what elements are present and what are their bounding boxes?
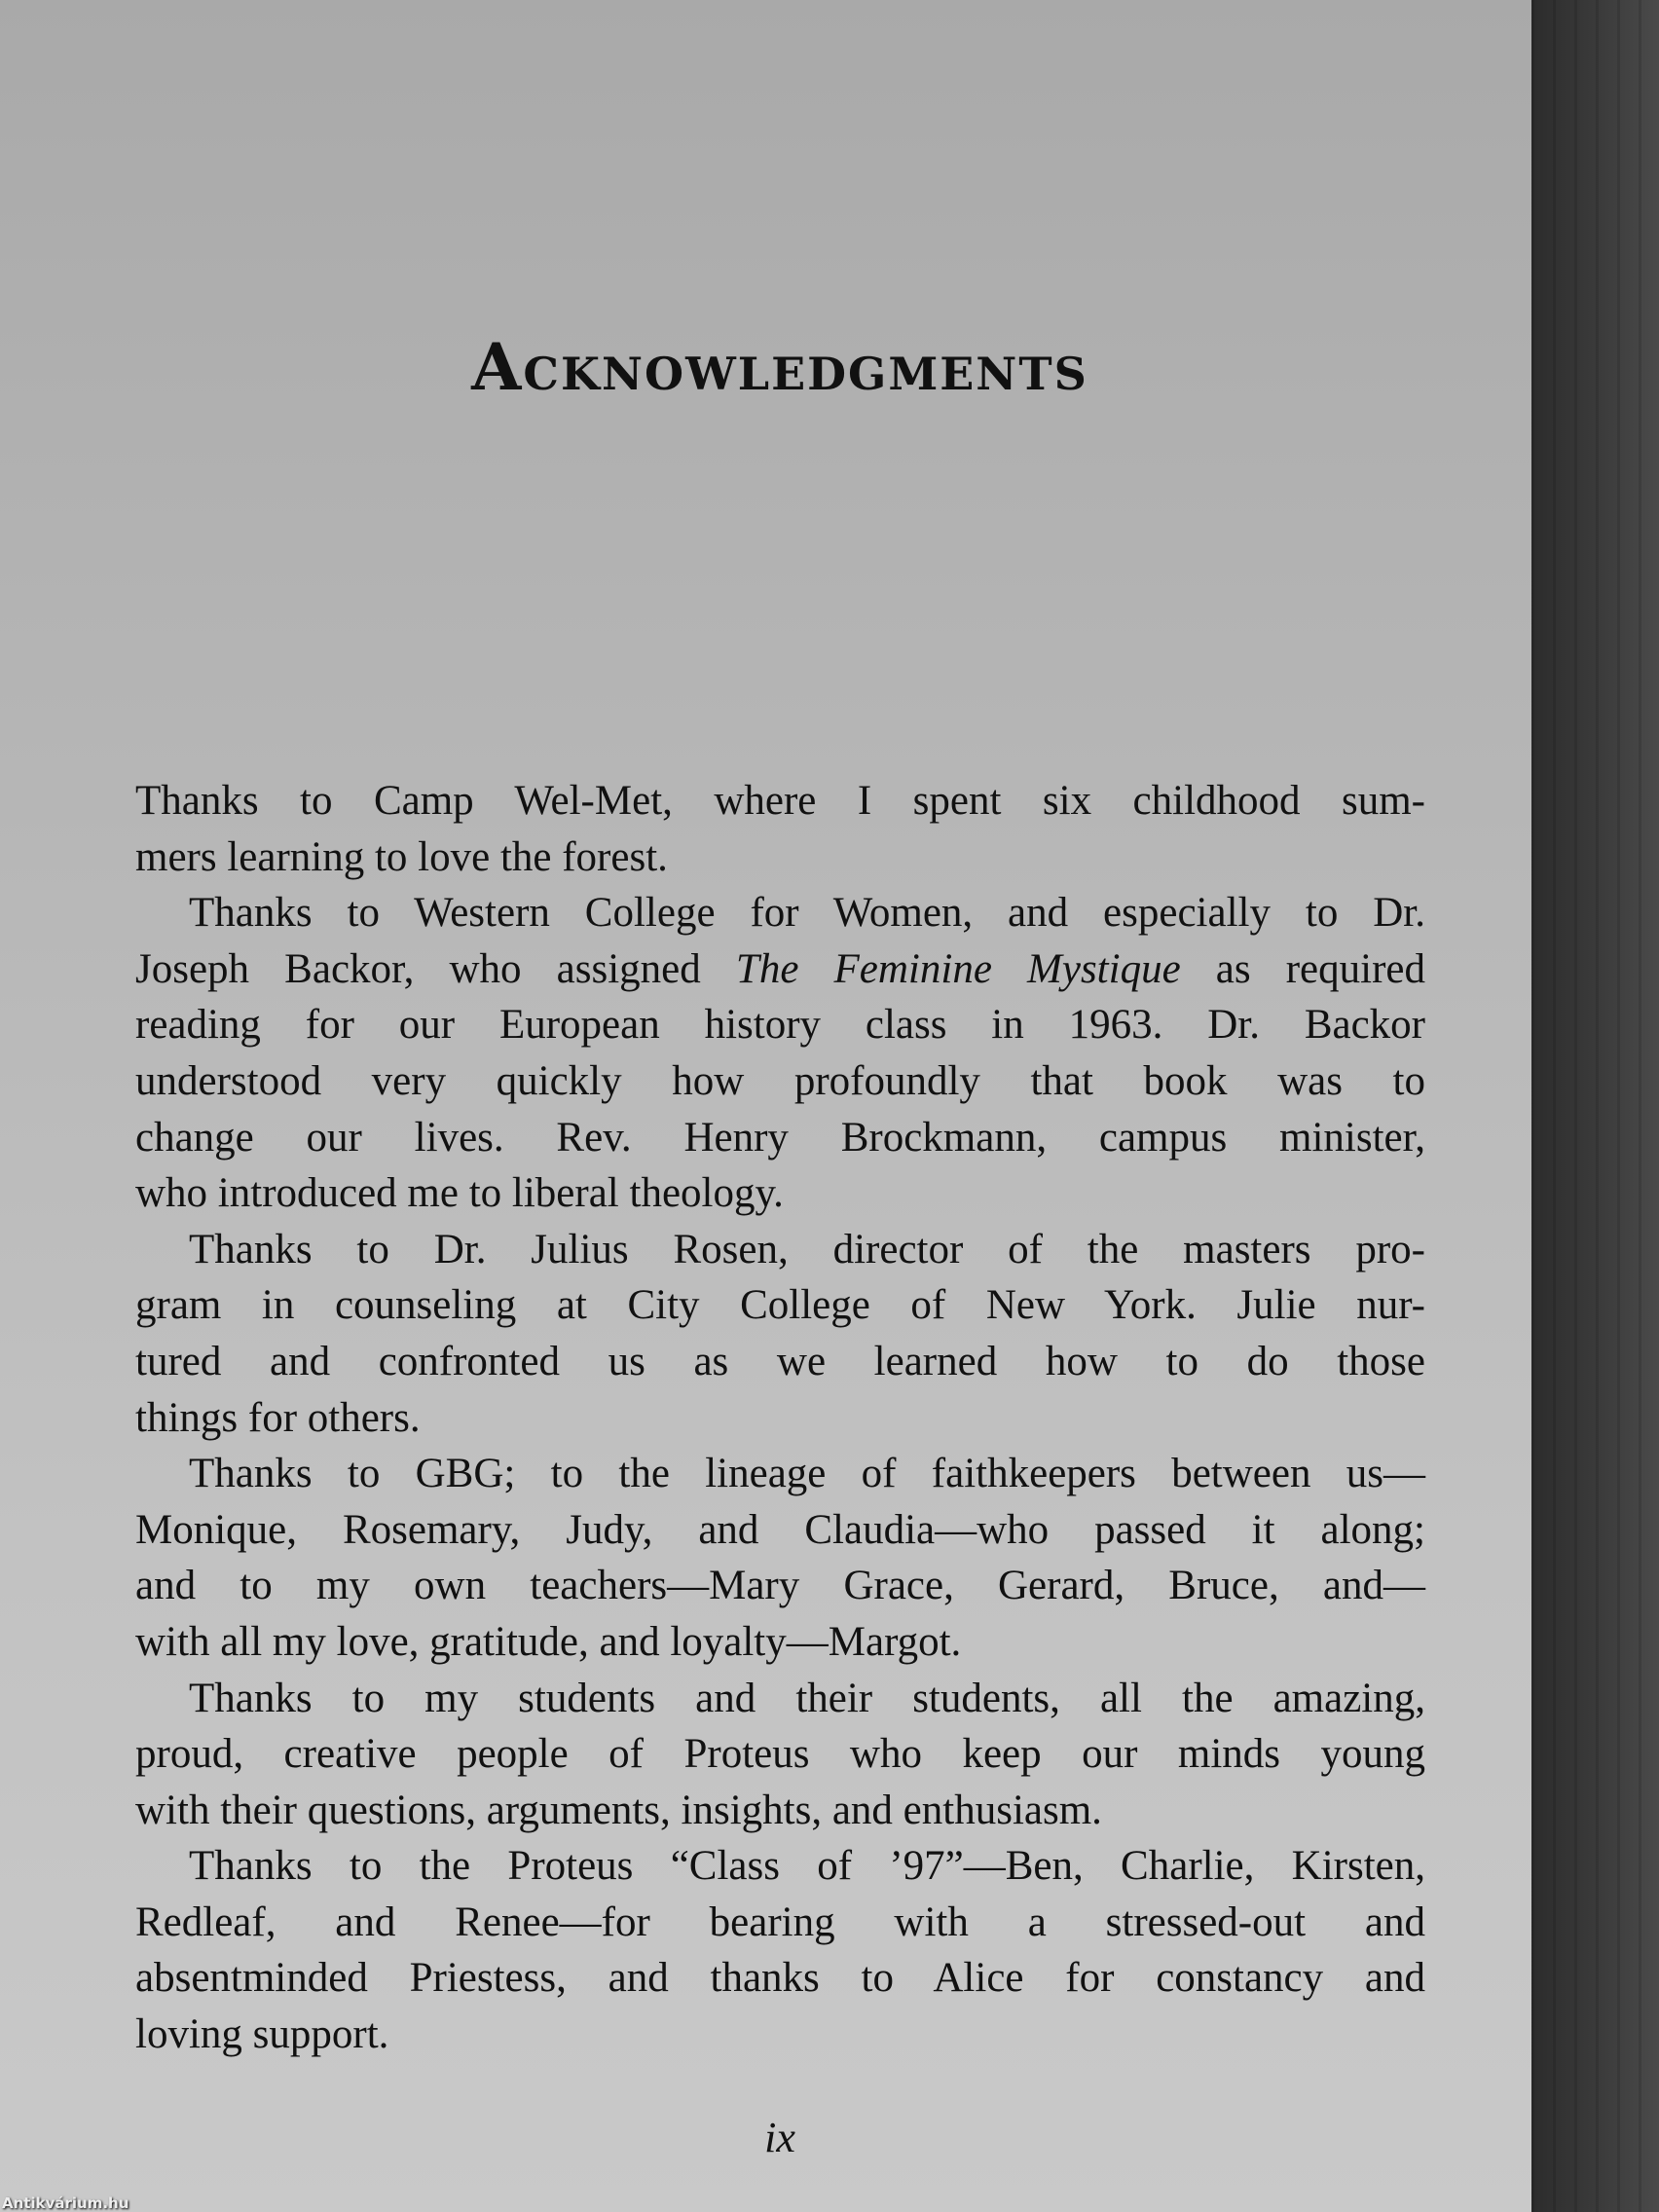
text-line: understood very quickly how profoundly that book was to [135,1057,1425,1104]
text-line: absentminded Priestess, and thanks to Alice for constancy and [135,1955,1425,2002]
text-line: Thanks to the Proteus “Class of ’97”—Ben, Charlie, Kirsten, [189,1843,1425,1890]
text-segment: Joseph Backor, who assigned [135,945,736,992]
text-segment: as required [1180,945,1425,992]
page-number: ix [764,2114,795,2161]
text-line: mers learning to love the forest. [135,833,668,880]
text-line: loving support. [135,2011,389,2058]
text-line: proud, creative people of Proteus who keep our minds young [135,1731,1425,1778]
text-line: Thanks to Camp Wel-Met, where I spent six childhood sum- [135,778,1425,824]
book-title-italic: The Feminine Mystique [735,945,1181,992]
text-line: with their questions, arguments, insights, and enthusiasm. [135,1787,1102,1833]
text-line: Thanks to GBG; to the lineage of faithkeepers between us— [189,1451,1425,1497]
text-line: Redleaf, and Renee—for bearing with a stressed-out and [135,1899,1425,1945]
text-line: gram in counseling at City College of New York. Julie nur- [135,1282,1425,1329]
text-line: Thanks to Dr. Julius Rosen, director of the masters pro- [189,1226,1425,1272]
text-line: who introduced me to liberal theology. [135,1170,784,1217]
text-line: things for others. [135,1394,421,1441]
watermark: Antikvárium.hu [2,2194,129,2212]
text-line: with all my love, gratitude, and loyalty—Margot. [135,1618,962,1665]
book-page-edges [1531,0,1659,2212]
text-line: Monique, Rosemary, Judy, and Claudia—who passed it along; [135,1506,1425,1553]
acknowledgments-text [135,773,1425,2063]
text-line [135,941,1425,998]
text-line: tured and confronted us as we learned how to do those [135,1338,1425,1384]
text-line: change our lives. Rev. Henry Brockmann, campus minister, [135,1114,1425,1161]
chapter-title: Acknowledgments [471,329,1088,405]
text-line: reading for our European history class in 1963. Dr. Backor [135,1002,1425,1049]
text-line: Thanks to Western College for Women, and especially to Dr. [189,890,1425,937]
text-line: and to my own teachers—Mary Grace, Gerard, Bruce, and— [135,1563,1425,1609]
text-line: Thanks to my students and their students, all the amazing, [189,1675,1425,1721]
